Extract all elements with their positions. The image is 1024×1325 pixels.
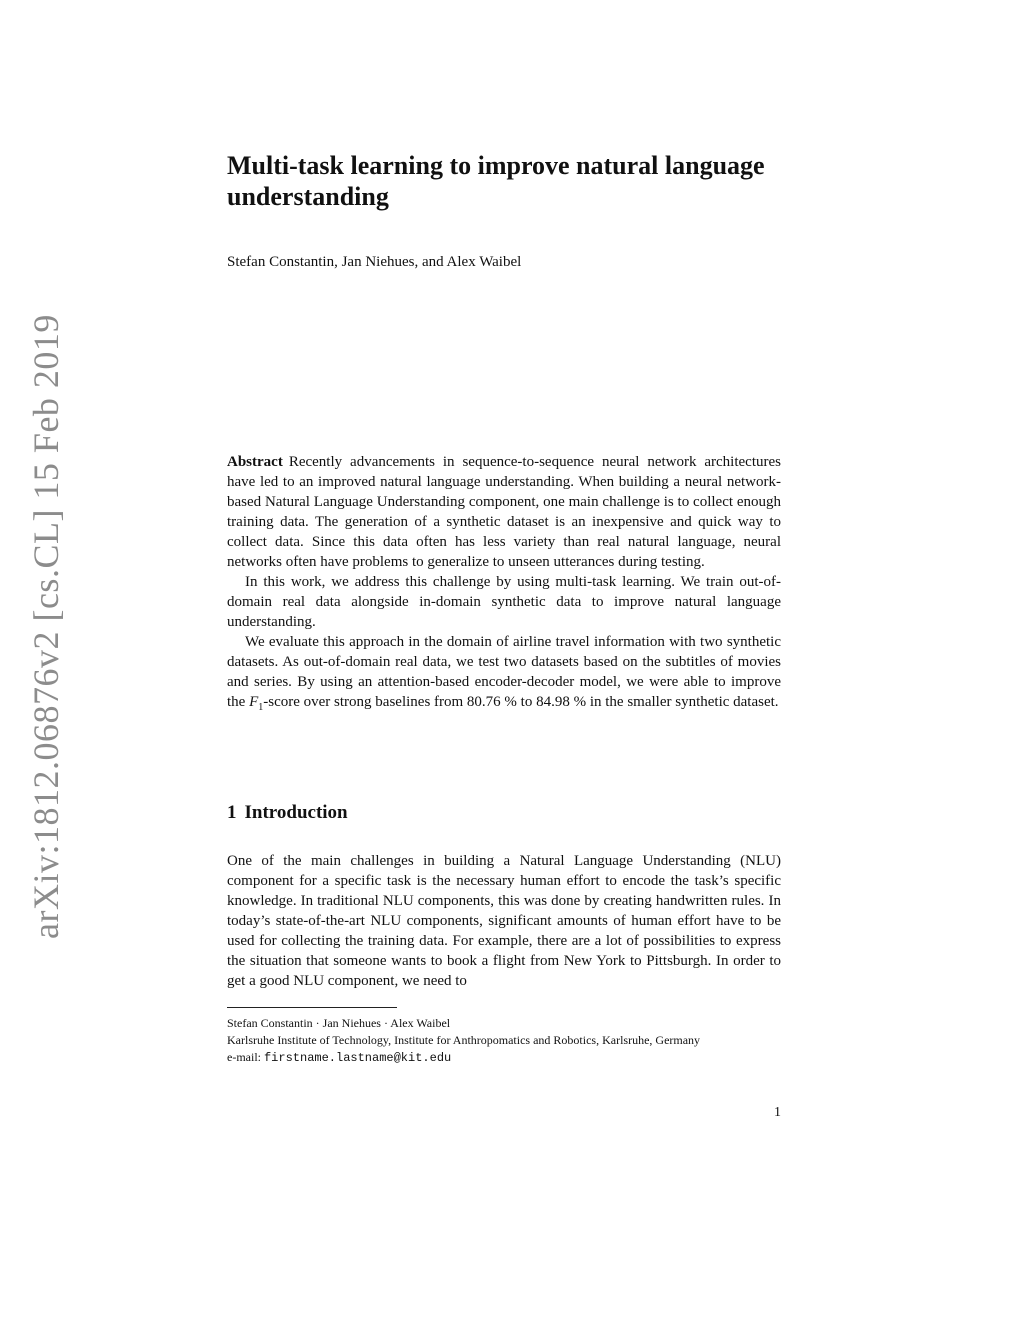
footnote-email: firstname.lastname@kit.edu [263, 1051, 452, 1065]
page-content [227, 150, 781, 1120]
section-number: 1 [227, 802, 237, 823]
abstract [227, 452, 781, 712]
abstract-paragraph-3 [227, 632, 781, 712]
footnote-authors: Stefan Constantin · Jan Niehues · Alex Waibel [227, 1016, 451, 1030]
footnote-affiliation: Karlsruhe Institute of Technology, Institute for Anthropomatics and Robotics, Karlsruhe, Germany [227, 1033, 701, 1047]
f1-subscript: 1 [258, 702, 264, 713]
abstract-paragraph-1-text: Recently advancements in sequence-to-sequence neural network architectures have led to an improved natural language understanding. When building a neural network-based Natural Language Understanding component, one main challenge is to collect enough training data. The generation of a synthetic dataset is an inexpensive and quick way to collect data. Since this data often has less variety than real natural language, neural networks often have problems to generalize to unseen utterances during testing. [227, 454, 781, 570]
arxiv-identifier-stamp: arXiv:1812.06876v2 [cs.CL] 15 Feb 2019 [26, 314, 66, 939]
footnote-email-label: e-mail: [227, 1050, 264, 1064]
paper-authors: Stefan Constantin, Jan Niehues, and Alex Waibel [227, 254, 522, 270]
paper-title: Multi-task learning to improve natural language understanding [227, 151, 765, 211]
footnote [227, 1015, 787, 1067]
abstract-paragraph-3-start: We evaluate this approach in the domain of airline travel information with two synthetic datasets. As out-of-domain real data, we test two datasets based on the subtitles of movies and series. By using an attention-based encoder-decoder model, we were able to improve the [227, 634, 781, 710]
introduction-paragraph: One of the main challenges in building a Natural Language Understanding (NLU) component for a specific task is the necessary human effort to encode the task’s specific knowledge. In traditional NLU components, this was done by creating handwritten rules. In today’s state-of-the-art NLU components, significant amounts of human effort have to be used for collecting the training data. For example, there are a lot of possibilities to express the situation that someone wants to book a flight from New York to Pittsburgh. In order to get a good NLU component, we need to [227, 853, 781, 989]
footnote-divider [227, 1007, 397, 1008]
f1-symbol: F [249, 694, 259, 710]
abstract-paragraph-2: In this work, we address this challenge by using multi-task learning. We train out-of-domain real data alongside in-domain synthetic data to improve natural language understanding. [227, 574, 781, 630]
footnote-email-line [227, 1049, 787, 1067]
abstract-paragraph-3-end: -score over strong baselines from 80.76 % to 84.98 % in the smaller synthetic dataset. [263, 694, 779, 710]
abstract-label: Abstract [227, 454, 283, 470]
section-heading-introduction [227, 801, 348, 825]
page-number: 1 [774, 1105, 781, 1120]
abstract-paragraph-1 [227, 452, 781, 572]
section-title: Introduction [244, 802, 348, 823]
